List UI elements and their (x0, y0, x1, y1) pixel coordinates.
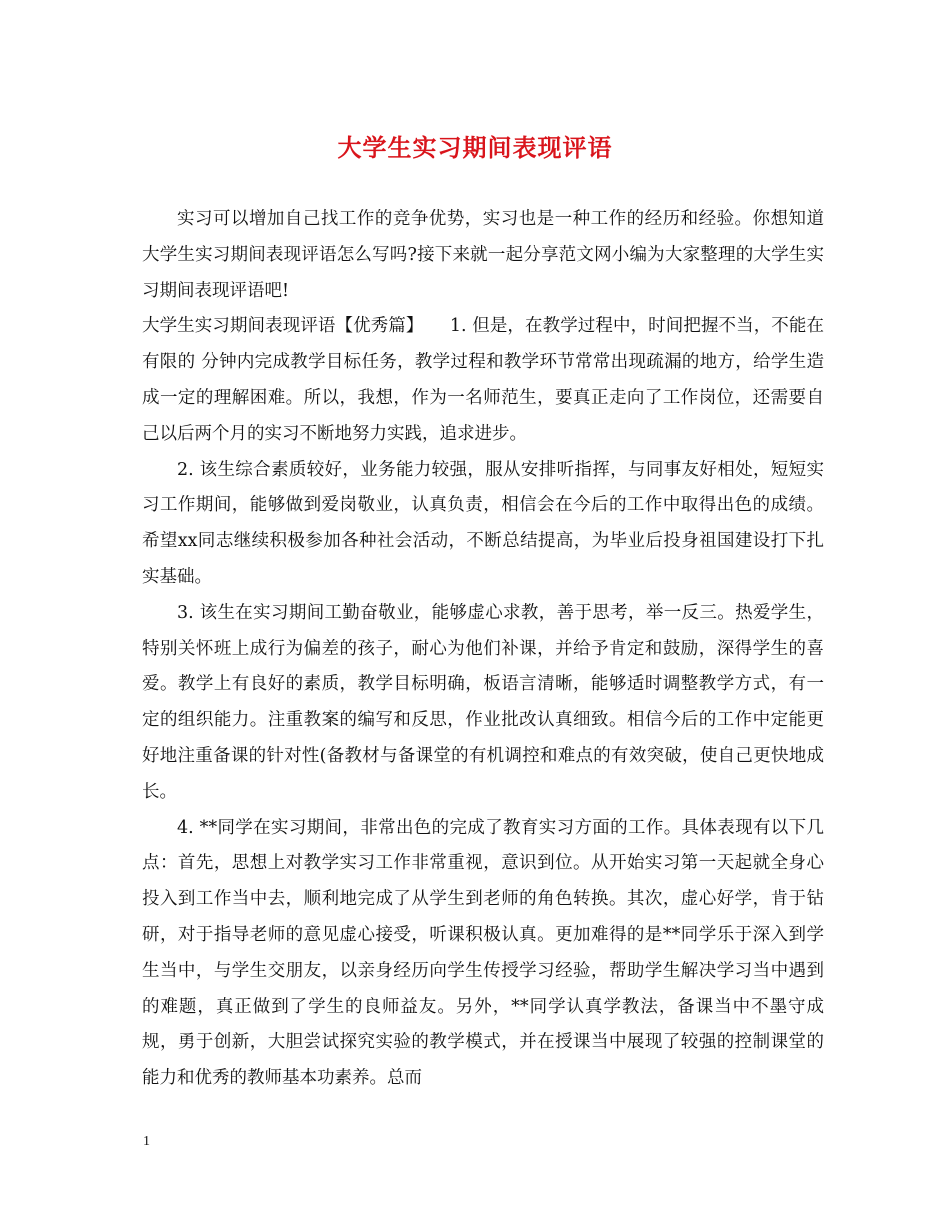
document-body (142, 202, 824, 1097)
document-title: 大学生实习期间表现评语 (337, 133, 613, 162)
paragraph-4: 4. **同学在实习期间，非常出色的完成了教育实习方面的工作。具体表现有以下几点：首先，思想上对教学实习工作非常重视，意识到位。从开始实习第一天起就全身心投入到工作当中去，顺利地完成了从学生到老师的角色转换。其次，虚心好学，肯于钻研，对于指导老师的意见虚心接受，听课积极认真。更加难得的是**同学乐于深入到学生当中，与学生交朋友，以亲身经历向学生传授学习经验，帮助学生解决学习当中遇到的难题，真正做到了学生的良师益友。另外，**同学认真学教法，备课当中不墨守成规，勇于创新，大胆尝试探究实验的教学模式，并在授课当中展现了较强的控制课堂的能力和优秀的教师基本功素养。总而 (142, 817, 824, 1089)
page-number: 1 (143, 1134, 150, 1149)
intro-paragraph: 实习可以增加自己找工作的竞争优势，实习也是一种工作的经历和经验。你想知道大学生实习期间表现评语怎么写吗?接下来就一起分享范文网小编为大家整理的大学生实习期间表现评语吧! (142, 209, 824, 301)
paragraph-1: 大学生实习期间表现评语【优秀篇】 1. 但是，在教学过程中，时间把握不当，不能在有限的 分钟内完成教学目标任务，教学过程和教学环节常常出现疏漏的地方，给学生造成一定的理解困难。所以，我想，作为一名师范生，要真正走向了工作岗位，还需要自己以后两个月的实习不断地努力实践，追求进步。 (142, 316, 824, 444)
paragraph-2: 2. 该生综合素质较好，业务能力较强，服从安排听指挥，与同事友好相处，短短实习工作期间，能够做到爱岗敬业，认真负责，相信会在今后的工作中取得出色的成绩。希望xx同志继续积极参加各种社会活动，不断总结提高，为毕业后投身祖国建设打下扎实基础。 (142, 459, 824, 587)
paragraph-3: 3. 该生在实习期间工勤奋敬业，能够虚心求教，善于思考，举一反三。热爱学生，特别关怀班上成行为偏差的孩子，耐心为他们补课，并给予肯定和鼓励，深得学生的喜爱。教学上有良好的素质，教学目标明确，板语言清晰，能够适时调整教学方式，有一定的组织能力。注重教案的编写和反思，作业批改认真细致。相信今后的工作中定能更好地注重备课的针对性(备教材与备课堂的有机调控和难点的有效突破，使自己更快地成长。 (142, 602, 824, 802)
